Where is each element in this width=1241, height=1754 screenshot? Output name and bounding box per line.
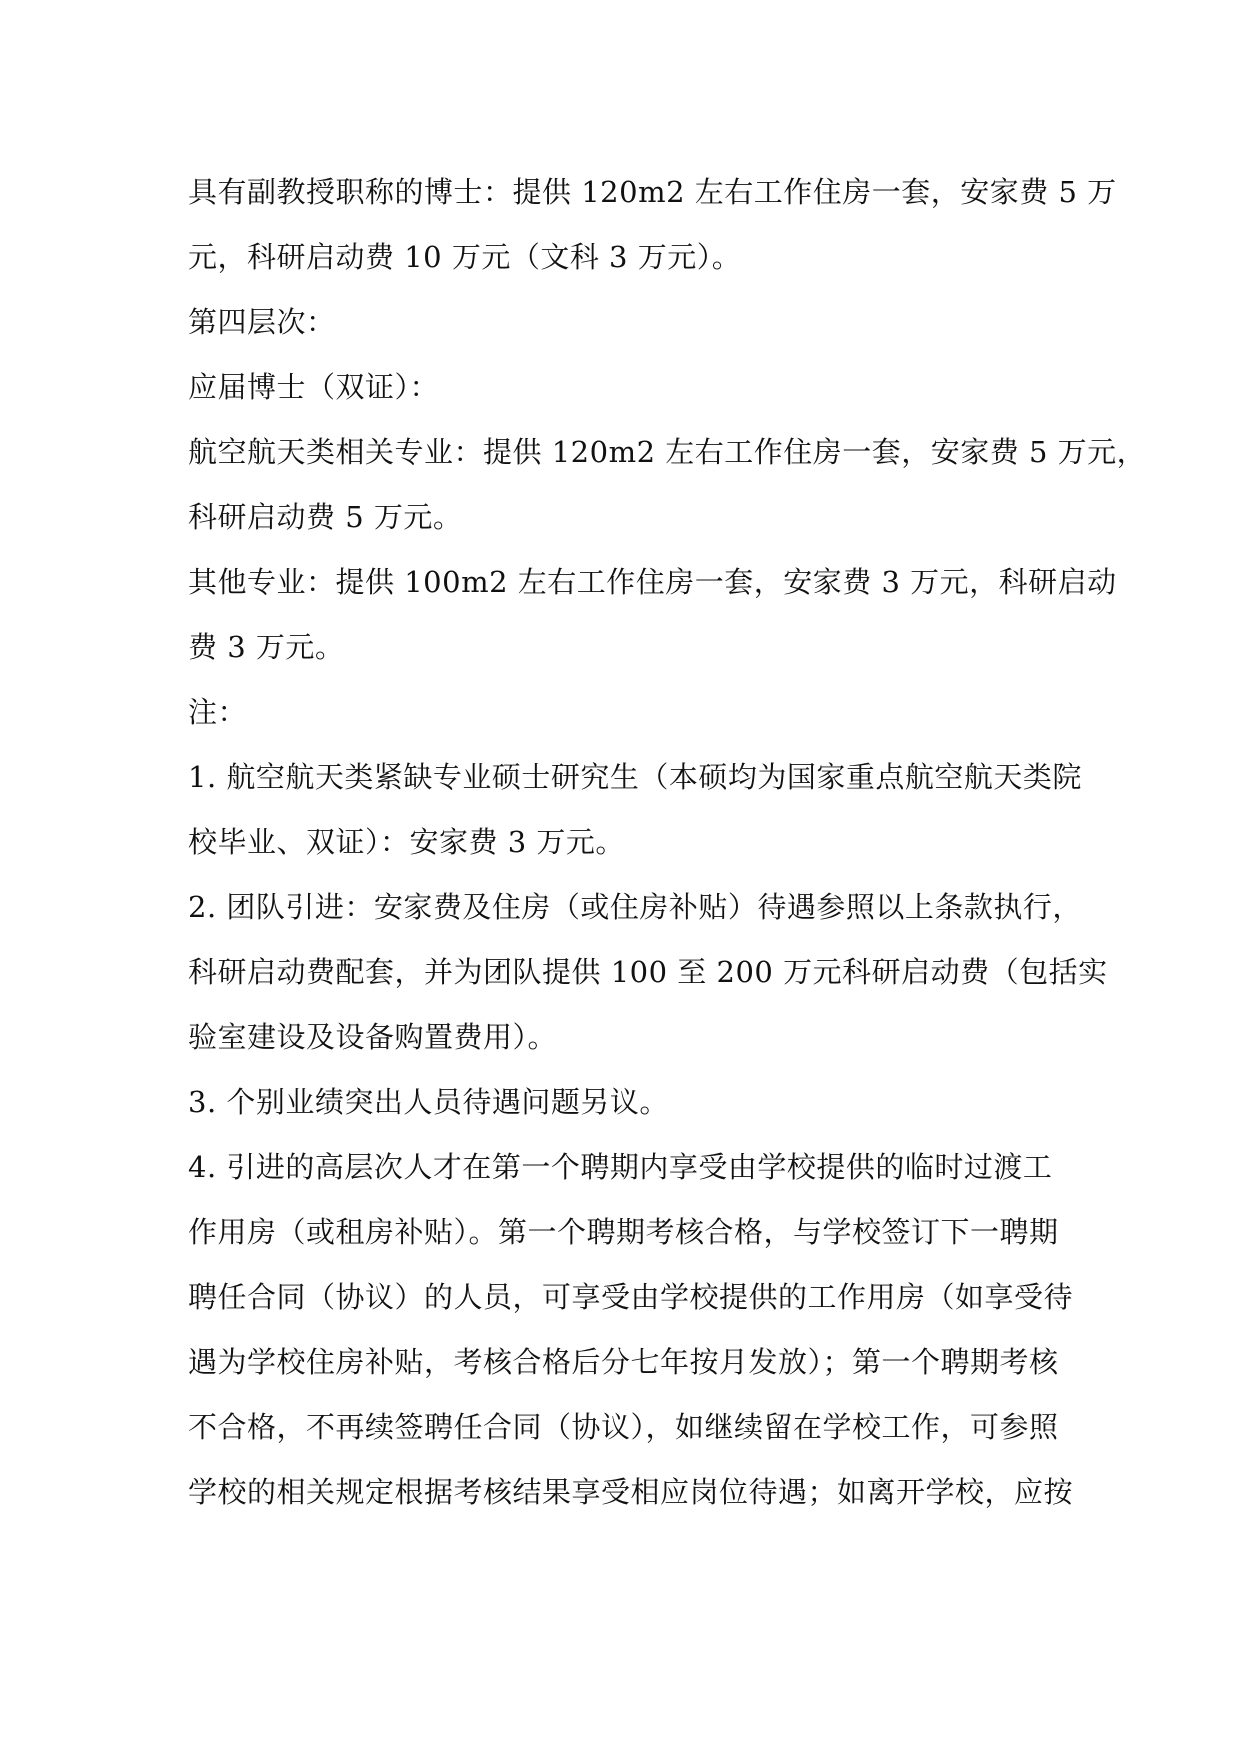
text-line: 其他专业：提供 100m2 左右工作住房一套，安家费 3 万元，科研启动 xyxy=(188,565,1117,599)
document-body xyxy=(188,160,1147,1525)
text-line: 注： xyxy=(188,695,248,729)
text-line: 应届博士（双证）： xyxy=(188,370,440,404)
text-line: 费 3 万元。 xyxy=(188,630,345,664)
text-line: 具有副教授职称的博士：提供 120m2 左右工作住房一套，安家费 5 万 xyxy=(188,175,1117,209)
text-line: 第四层次： xyxy=(188,305,336,339)
text-line: 航空航天类相关专业：提供 120m2 左右工作住房一套，安家费 5 万元， xyxy=(188,435,1147,469)
text-line: 元，科研启动费 10 万元（文科 3 万元）。 xyxy=(188,240,742,274)
text-line: 4. 引进的高层次人才在第一个聘期内享受由学校提供的临时过渡工 xyxy=(188,1150,1053,1184)
text-line: 科研启动费配套，并为团队提供 100 至 200 万元科研启动费（包括实 xyxy=(188,955,1108,989)
text-line: 1. 航空航天类紧缺专业硕士研究生（本硕均为国家重点航空航天类院 xyxy=(188,760,1082,794)
text-line: 科研启动费 5 万元。 xyxy=(188,500,463,534)
text-line: 2. 团队引进：安家费及住房（或住房补贴）待遇参照以上条款执行， xyxy=(188,890,1082,924)
text-line: 不合格，不再续签聘任合同（协议），如继续留在学校工作，可参照 xyxy=(188,1410,1059,1444)
text-line: 3. 个别业绩突出人员待遇问题另议。 xyxy=(188,1085,669,1119)
text-line: 聘任合同（协议）的人员，可享受由学校提供的工作用房（如享受待 xyxy=(188,1280,1074,1314)
text-line: 遇为学校住房补贴，考核合格后分七年按月发放）；第一个聘期考核 xyxy=(188,1345,1059,1379)
text-line: 作用房（或租房补贴）。第一个聘期考核合格，与学校签订下一聘期 xyxy=(188,1215,1059,1249)
text-line: 验室建设及设备购置费用）。 xyxy=(188,1020,558,1054)
text-line: 校毕业、双证）：安家费 3 万元。 xyxy=(188,825,625,859)
text-line: 学校的相关规定根据考核结果享受相应岗位待遇；如离开学校，应按 xyxy=(188,1475,1074,1509)
